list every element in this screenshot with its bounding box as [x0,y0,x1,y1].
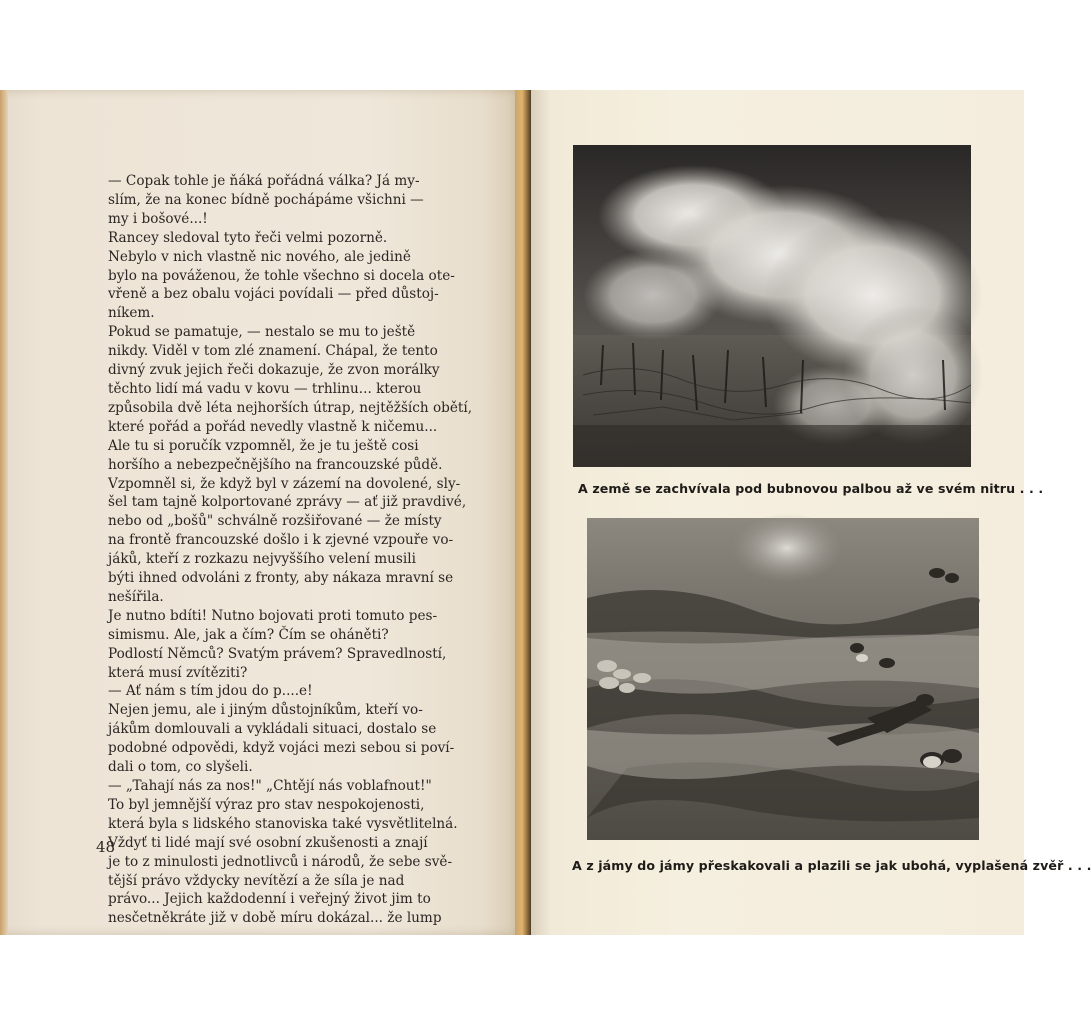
text-line: nesčetněkráte již v době míru dokázal... že lump [108,910,442,927]
text-line: Nebylo v nich vlastně nic nového, ale jedině [108,248,411,265]
text-line: Vzpomněl si, že když byl v zázemí na dovolené, sly- [108,475,461,492]
text-line: právo... Jejich každodenní i veřejný život jim to [108,891,431,908]
text-line: nikdy. Viděl v tom zlé znamení. Chápal, že tento [108,343,438,360]
trench-soldiers-photo [587,518,979,840]
text-line: Pokud se pamatuje, — nestalo se mu to ještě [108,324,416,341]
text-line: jákům domlouvali a vykládali situaci, dostalo se [108,721,437,738]
text-line: nebo od „bošů" schválně rozšiřované — že místy [108,513,442,530]
text-line: bylo na pováženou, že tohle všechno si docela ote- [108,267,455,284]
text-line: Nejen jemu, ale i jiným důstojníkům, kteří vo- [108,702,423,719]
caption-top: A země se zachvívala pod bubnovou palbou až ve svém nitru . . . [578,481,1044,496]
left-page [0,90,523,935]
text-line: Rancey sledoval tyto řeči velmi pozorně. [108,229,388,246]
caption-bottom: A z jámy do jámy přeskakovali a plazili se jak ubohá, vyplašená zvěř . . . [572,858,1091,873]
text-line: šel tam tajně kolportované zprávy — ať již pravdivé, [108,494,467,511]
text-line: býti ihned odvoláni z fronty, aby nákaza mravní se [108,570,454,587]
text-line: Vždyť ti lidé mají své osobní zkušenosti a znají [108,834,428,851]
text-line: — Copak tohle je ňáká pořádná válka? Já my- [108,173,420,189]
page-edge [0,90,8,935]
text-line: slím, že na konec bídně pochápáme všichni — [108,191,424,208]
text-line: na frontě francouzské došlo i k zjevné vzpouře vo- [108,532,454,549]
text-line: podobné odpovědi, když vojáci mezi sebou si poví- [108,740,455,757]
text-line: těchto lidí má vadu v kovu — trhlinu... kterou [108,380,422,397]
text-line: způsobila dvě léta nejhorších útrap, nejtěžších obětí, [108,399,473,416]
text-line: která musí zvítěziti? [108,664,248,681]
text-line: — Ať nám s tím jdou do p....e! [108,683,313,700]
text-line: horšího a nebezpečnějšího na francouzské půdě. [108,456,443,473]
text-line: která byla s lidského stanoviska také vysvětlitelná. [108,815,458,832]
book-spread [0,90,1091,935]
text-line: dali o tom, co slyšeli. [108,759,253,776]
text-line: které pořád a pořád nevedly vlastně k ničemu... [108,418,438,435]
text-line: jáků, kteří z rozkazu nejvyššího velení musili [108,551,416,568]
right-page [531,90,1091,935]
body-text [108,172,474,928]
text-line: Podlostí Němců? Svatým právem? Spravedlností, [108,645,447,662]
text-line: tější právo vždycky nevítězí a že síla je nad [108,872,405,889]
text-line: níkem. [108,305,155,322]
text-line: Je nutno bdíti! Nutno bojovati proti tomuto pes- [108,607,438,624]
smoke-battlefield-photo [573,145,971,467]
text-line: my i bošové...! [108,210,208,227]
text-line: je to z minulosti jednotlivců i národů, že sebe svě- [108,853,453,870]
text-line: To byl jemnější výraz pro stav nespokojenosti, [108,796,425,813]
text-line: nešířila. [108,588,164,605]
text-line: vřeně a bez obalu vojáci povídali — před důstoj- [108,286,439,303]
text-line: — „Tahají nás za nos!" „Chtějí nás voblafnout!" [108,778,432,794]
text-line: divný zvuk jejich řeči dokazuje, že zvon morálky [108,362,440,379]
page-number: 48 [96,838,116,856]
text-line: simismu. Ale, jak a čím? Čím se oháněti? [108,626,389,643]
text-line: Ale tu si poručík vzpomněl, že je tu ještě cosi [108,437,419,454]
